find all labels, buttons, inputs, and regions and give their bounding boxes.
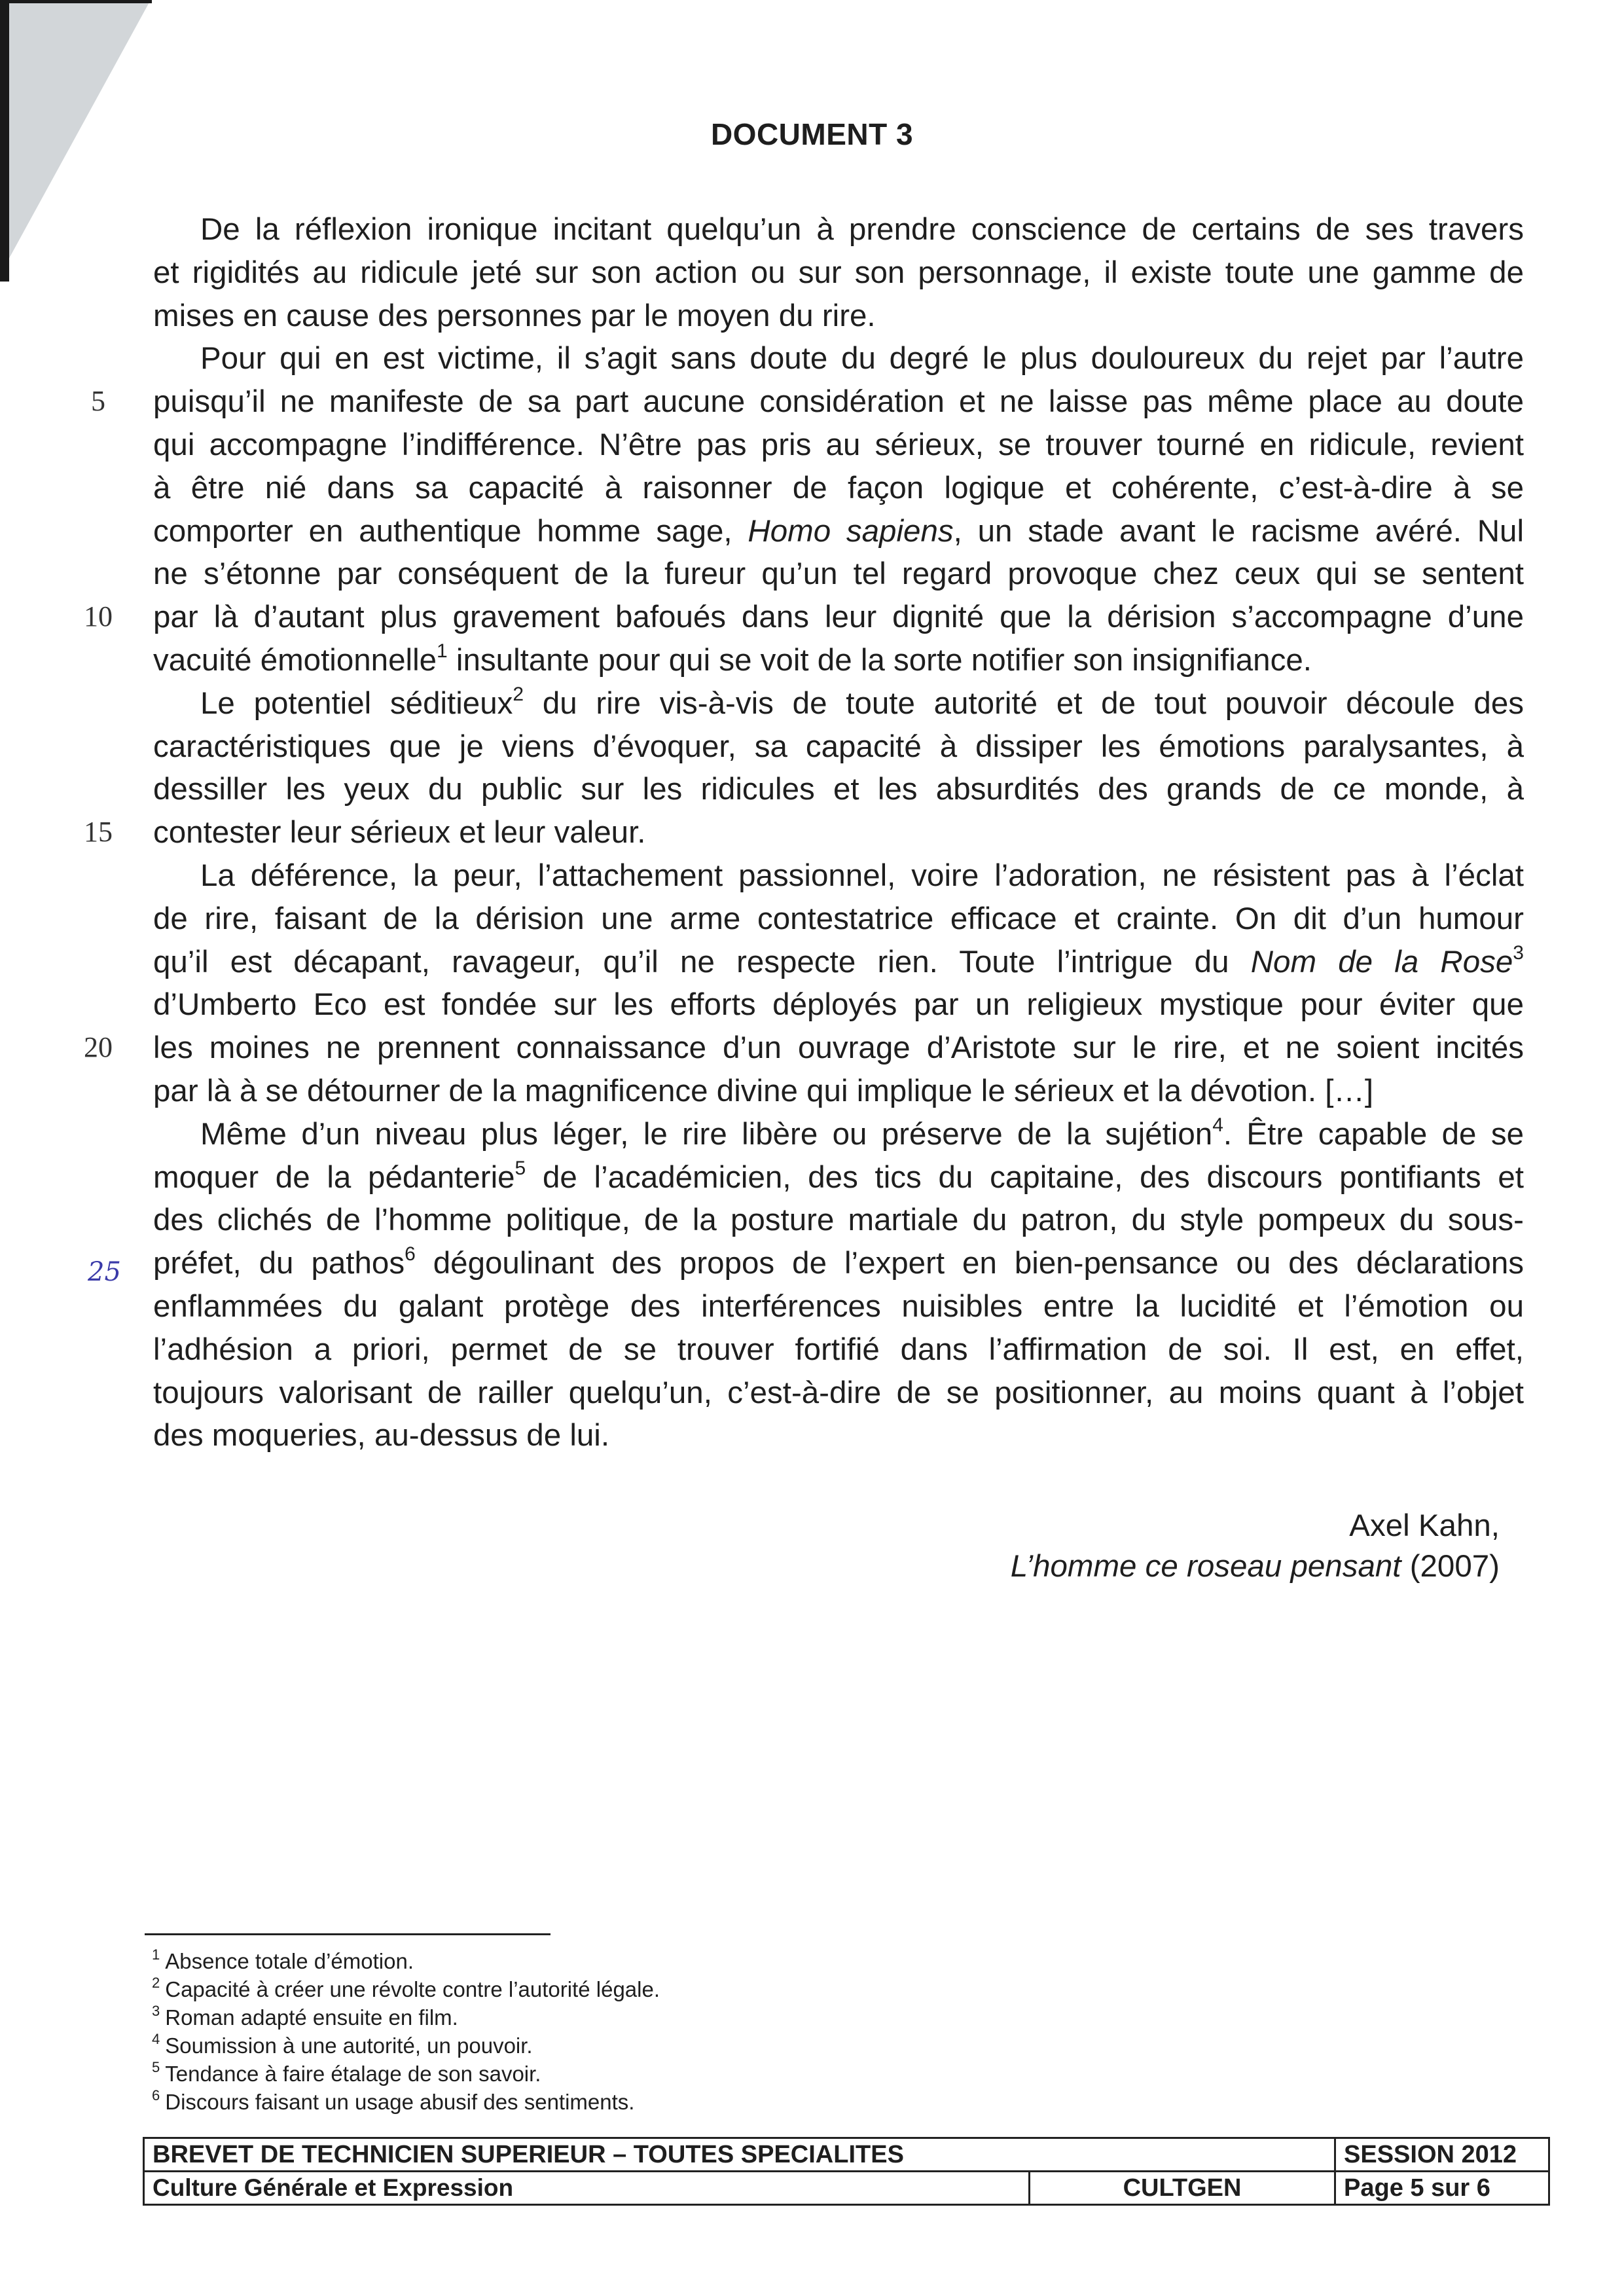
footnote-text: Absence totale d’émotion. [165,1949,414,1973]
text-line: Le potentiel séditieux$^2$ du rire vis-à-vis de toute autorité et de tout pouvoir découle des [200,683,1524,721]
text-line: puisqu’il ne manifeste de sa part aucune considération et ne laisse pas même place au doute [153,384,1524,420]
text-line: vacuité émotionnelle$^1$ insultante pour qui se voit de la sorte notifier son insignifiance. [153,640,1312,678]
footnote-separator [145,1933,550,1935]
subject-code: CULTGEN [1030,2172,1335,2205]
italic-text: Homo sapiens [748,513,954,549]
line-number: 20 [84,1031,113,1064]
paragraph [153,854,1524,1113]
publication-year: (2007) [1409,1549,1500,1584]
footnote-number: 1 [152,1946,160,1963]
exam-footer-table [143,2137,1550,2206]
text-line: De la réflexion ironique incitant quelqu’un à prendre conscience de certains de ses travers [200,212,1524,247]
handwritten-line-number: 25 [88,1257,121,1287]
text-line: à être nié dans sa capacité à raisonner de façon logique et cohérente, c’est-à-dire à se [153,470,1524,505]
paragraph [153,337,1524,682]
footnotes [152,1947,660,2116]
text-line: Pour qui en est victime, il s’agit sans doute du degré le plus douloureux du rejet par l’autre [200,341,1524,376]
footnote-reference: 3 [1513,941,1524,964]
footnote-text: Soumission à une autorité, un pouvoir. [165,2033,533,2058]
document-body [153,208,1524,1457]
document-title: DOCUMENT 3 [710,117,914,151]
footnote-number: 2 [152,1975,160,1991]
footnote-text: Tendance à faire étalage de son savoir. [165,2062,541,2086]
page-number: Page 5 sur 6 [1335,2172,1549,2205]
text-line: mises en cause des personnes par le moyen du rire. [153,298,876,333]
paragraph [153,208,1524,337]
footnote-item [152,2088,660,2116]
footnote-text: Discours faisant un usage abusif des sentiments. [165,2090,635,2114]
footnote-item [152,2032,660,2060]
footnote-number: 5 [152,2059,160,2075]
italic-text: Nom de la Rose [1250,944,1513,979]
line-number: 5 [91,385,105,418]
footnote-text: Roman adapté ensuite en film. [165,2005,458,2030]
paragraph [153,1113,1524,1457]
book-title: L’homme ce roseau pensant [1010,1549,1401,1584]
footnote-item [152,2003,660,2032]
exam-name: BREVET DE TECHNICIEN SUPERIEUR – TOUTES SPECIALITES [144,2138,1335,2172]
text-line: par là d’autant plus gravement bafoués dans leur dignité que la dérision s’accompagne d’une [153,600,1524,635]
footnote-item [152,1975,660,2003]
text-line: caractéristiques que je viens d’évoquer, sa capacité à dissiper les émotions paralysantes, à [153,729,1524,764]
text-line: des moqueries, au-dessus de lui. [153,1418,610,1453]
subject-name: Culture Générale et Expression [144,2172,1030,2205]
text-line: ne s’étonne par conséquent de la fureur qu’un tel regard provoque chez ceux qui se sentent [153,556,1524,592]
text-line: dessiller les yeux du public sur les ridicules et les absurdités des grands de ce monde, à [153,772,1524,807]
session-label: SESSION 2012 [1335,2138,1549,2172]
footnote-text: Capacité à créer une révolte contre l’autorité légale. [165,1977,660,2001]
text-line: moquer de la pédanterie$^5$ de l’académicien, des tics du capitaine, des discours pontifiants et [153,1157,1524,1195]
text-line: les moines ne prennent connaissance d’un ouvrage d’Aristote sur le rire, et ne soient incités [153,1030,1524,1066]
text-line: comporter en authentique homme sage, Homo sapiens, un stade avant le racisme avéré. Nul [153,513,1524,549]
footnote-item [152,1947,660,1975]
footnote-reference: 4 [1212,1114,1223,1136]
line-number: 10 [84,600,113,633]
footnote-reference: 6 [405,1243,416,1266]
text-line: enflammées du galant protège des interférences nuisibles entre la lucidité et l’émotion ou [153,1288,1524,1324]
footnote-item [152,2060,660,2088]
text-line: l’adhésion a priori, permet de se trouver fortifié dans l’affirmation de soi. Il est, en effet, [153,1332,1524,1367]
line-number: 15 [84,816,113,848]
text-line: préfet, du pathos$^6$ dégoulinant des propos de l’expert en bien-pensance ou des déclarations [153,1243,1524,1281]
footnote-number: 4 [152,2031,160,2047]
text-line: des clichés de l’homme politique, de la posture martiale du patron, du style pompeux du sous- [153,1203,1524,1238]
footnote-number: 6 [152,2087,160,2104]
text-line: de rire, faisant de la dérision une arme contestatrice efficace et crainte. On dit d’un humour [153,901,1524,936]
text-line: toujours valorisant de railler quelqu’un, c’est-à-dire de se positionner, au moins quant à l’objet [153,1375,1524,1410]
footnote-reference: 5 [514,1157,526,1179]
author-name: Axel Kahn, [1349,1508,1500,1543]
footnote-reference: 1 [437,640,448,662]
footnote-number: 3 [152,2003,160,2019]
paragraph [153,682,1524,854]
text-line: qui accompagne l’indifférence. N’être pas pris au sérieux, se trouver tourné en ridicule, revient [153,427,1524,462]
text-line: par là à se détourner de la magnificence divine qui implique le sérieux et la dévotion. […] [153,1073,1374,1108]
footnote-reference: 2 [513,683,524,705]
text-line: qu’il est décapant, ravageur, qu’il ne respecte rien. Toute l’intrigue du Nom de la Rose$^3$ [153,941,1524,979]
text-line: et rigidités au ridicule jeté sur son action ou sur son personnage, il existe toute une gamme de [153,255,1524,290]
text-line: d’Umberto Eco est fondée sur les efforts déployés par un religieux mystique pour éviter que [153,987,1524,1023]
attribution [1011,1506,1500,1587]
text-line: contester leur sérieux et leur valeur. [153,815,646,850]
text-line: Même d’un niveau plus léger, le rire libère ou préserve de la sujétion$^4$. Être capable de se [200,1114,1524,1152]
text-line: La déférence, la peur, l’attachement passionnel, voire l’adoration, ne résistent pas à l’éclat [200,858,1524,893]
